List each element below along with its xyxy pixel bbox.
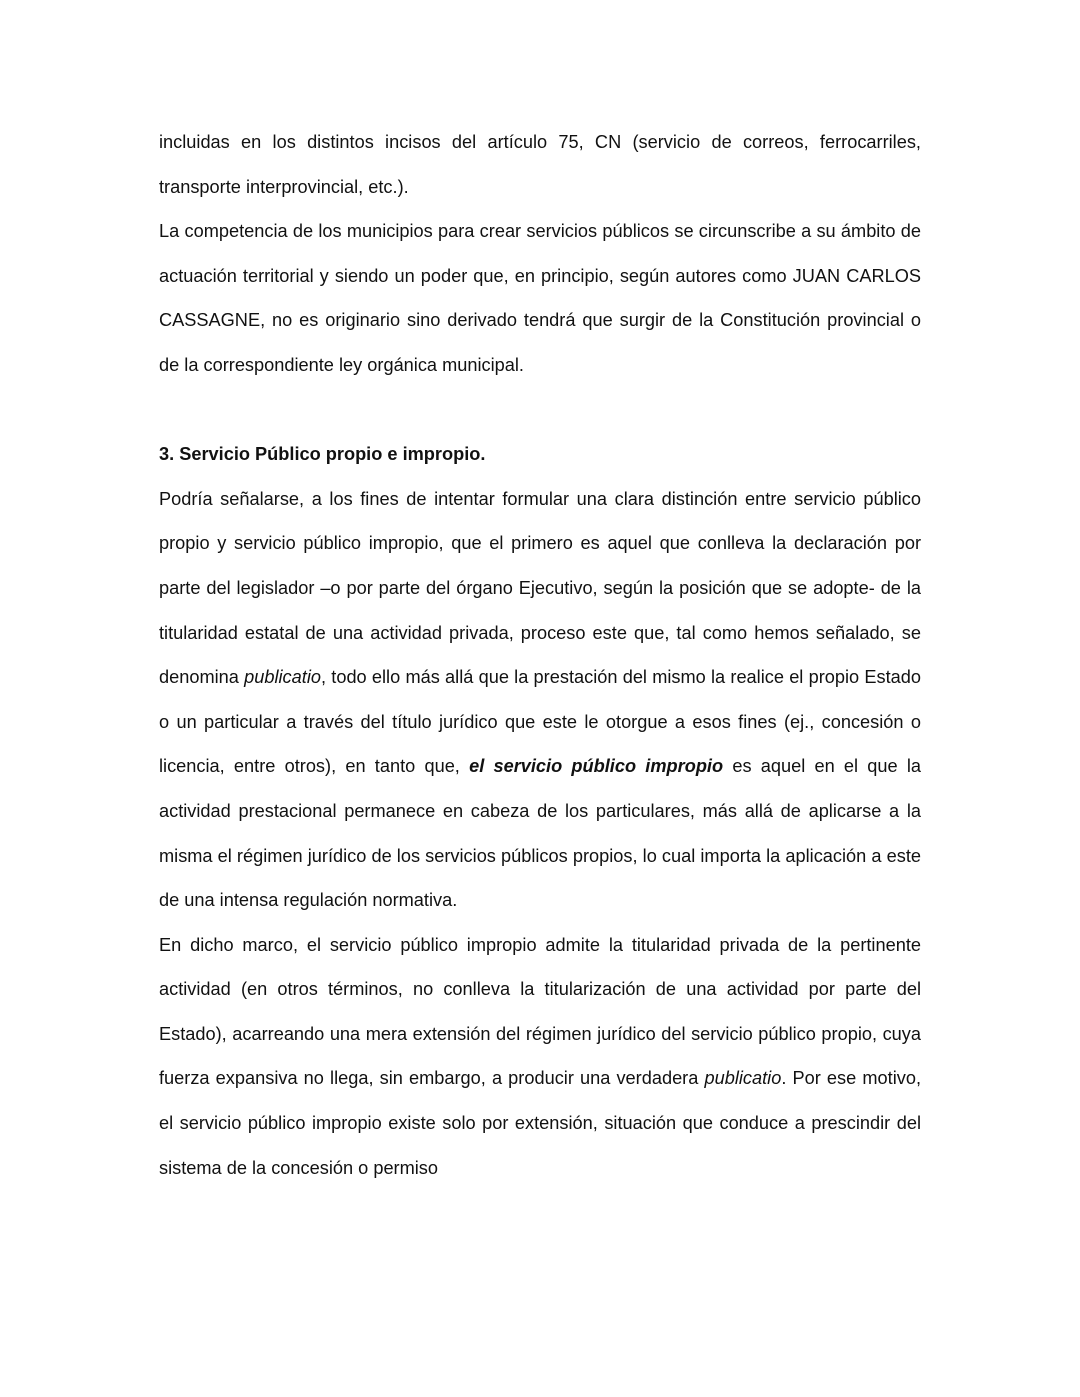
paragraph-framework — [159, 923, 921, 1191]
text-run: En dicho marco, el servicio público impropio admite la titularidad privada de la pertinente actividad (en otros términos, no conlleva la titularización de una actividad por parte del Estado), acarreando una mera extensión del régimen jurídico del servicio público propio, cuya fuerza expansiva no llega, sin embargo, a producir una verdadera — [159, 934, 921, 1089]
text-run: , todo ello más allá que la prestación del mismo la realice el propio Estado o un particular a través del título jurídico que este le otorgue a esos fines (ej., concesión o licencia, entre otros), en tanto que, — [159, 667, 922, 777]
bold-italic-term: el servicio público impropio — [469, 756, 724, 777]
paragraph-municipal-competence: La competencia de los municipios para crear servicios públicos se circunscribe a su ámbito de actuación territorial y siendo un poder que, en principio, según autores como JUAN CARLOS CASSAGNE, no es originario sino derivado tendrá que surgir de la Constitución provincial o de la correspondiente ley orgánica municipal. — [159, 221, 921, 375]
italic-term: publicatio — [704, 1068, 782, 1089]
paragraph-continuation: incluidas en los distintos incisos del artículo 75, CN (servicio de correos, ferrocarriles, transporte interprovincial, etc.). — [159, 132, 921, 197]
document-body — [159, 120, 921, 1190]
paragraph-distinction — [159, 477, 921, 923]
text-run: es aquel en el que la actividad prestacional permanece en cabeza de los particulares, más allá de aplicarse a la misma el régimen jurídico de los servicios públicos propios, lo cual importa la aplicación a este de una intensa regulación normativa. — [159, 756, 921, 911]
text-run: . Por ese motivo, el servicio público impropio existe solo por extensión, situación que conduce a prescindir del sistema de la concesión o permiso — [159, 1068, 921, 1178]
section-heading: 3. Servicio Público propio e impropio. — [159, 444, 486, 465]
italic-term: publicatio — [244, 667, 321, 688]
text-run: Podría señalarse, a los fines de intentar formular una clara distinción entre servicio público propio y servicio público impropio, que el primero es aquel que conlleva la declaración por parte del legislador –o por parte del órgano Ejecutivo, según la posición que se adopte- de la titularidad estatal de una actividad privada, proceso este que, tal como hemos señalado, se denomina — [159, 488, 921, 688]
